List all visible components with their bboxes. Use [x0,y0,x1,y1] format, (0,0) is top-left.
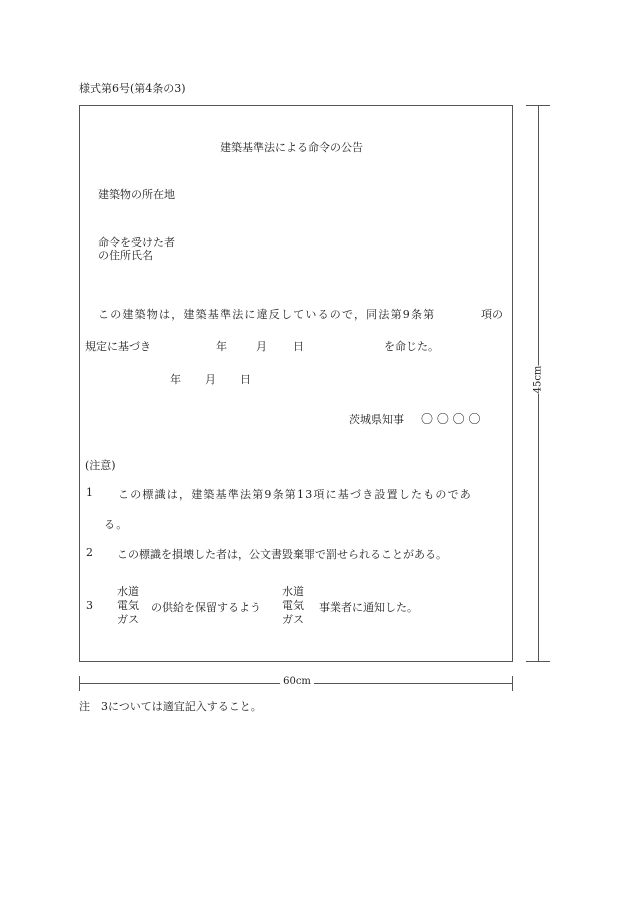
utility-electricity-2: 電気 [282,599,304,612]
body-line2-text: 規定に基づき [85,340,151,353]
item1-text-continued: る。 [104,518,129,531]
item2-text: この標識を損壊した者は，公文書毀棄罪で罰せられることがある。 [117,548,447,561]
issuer-name-placeholder: 〇 〇 〇 〇 [421,412,481,426]
body-line2-day: 日 [293,340,304,353]
width-dimension-left-tick [79,676,80,691]
item3-text-end: 事業者に通知した。 [319,601,418,614]
location-label: 建築物の所在地 [98,188,175,201]
body-line2-month: 月 [256,340,267,353]
form-number-label: 様式第6号(第4条の3) [79,82,186,95]
body-line2-end: を命じた。 [384,340,439,353]
item3-utilities-list-second [282,585,304,627]
notice-title: 建築基準法による命令の公告 [220,141,363,154]
utility-gas-2: ガス [282,613,304,626]
height-dimension-bottom-tick [526,661,550,662]
width-dimension-right-tick [512,676,513,691]
item3-number: 3 [86,599,93,612]
height-dimension-top-tick [526,105,550,106]
item3-utilities-list [117,585,139,627]
recipient-label-line2: の住所氏名 [98,249,153,262]
height-dimension-label: 45cm [532,365,544,394]
issuer-title: 茨城県知事 [349,413,404,426]
caution-heading: (注意) [85,459,116,472]
item1-number: 1 [86,486,93,499]
body-line2-year: 年 [216,340,227,353]
utility-gas: ガス [117,613,139,626]
recipient-label-line1: 命令を受けた者 [98,236,175,249]
date-month: 月 [205,373,216,386]
item2-number: 2 [86,546,93,559]
item3-text: の供給を保留するよう [151,601,261,614]
date-day: 日 [240,373,251,386]
width-dimension-label: 60cm [280,676,314,687]
utility-water: 水道 [117,585,139,598]
date-year: 年 [170,373,181,386]
item1-text: この標識は，建築基準法第9条第13項に基づき設置したものであ [118,488,472,501]
recipient-label [98,236,175,262]
body-line1-text: この建築物は，建築基準法に違反しているので，同法第9条第 [98,308,436,321]
footnote: 注 3については適宜記入すること。 [79,700,262,713]
utility-electricity: 電気 [117,599,139,612]
body-line1-end: 項の [481,308,503,321]
utility-water-2: 水道 [282,585,304,598]
